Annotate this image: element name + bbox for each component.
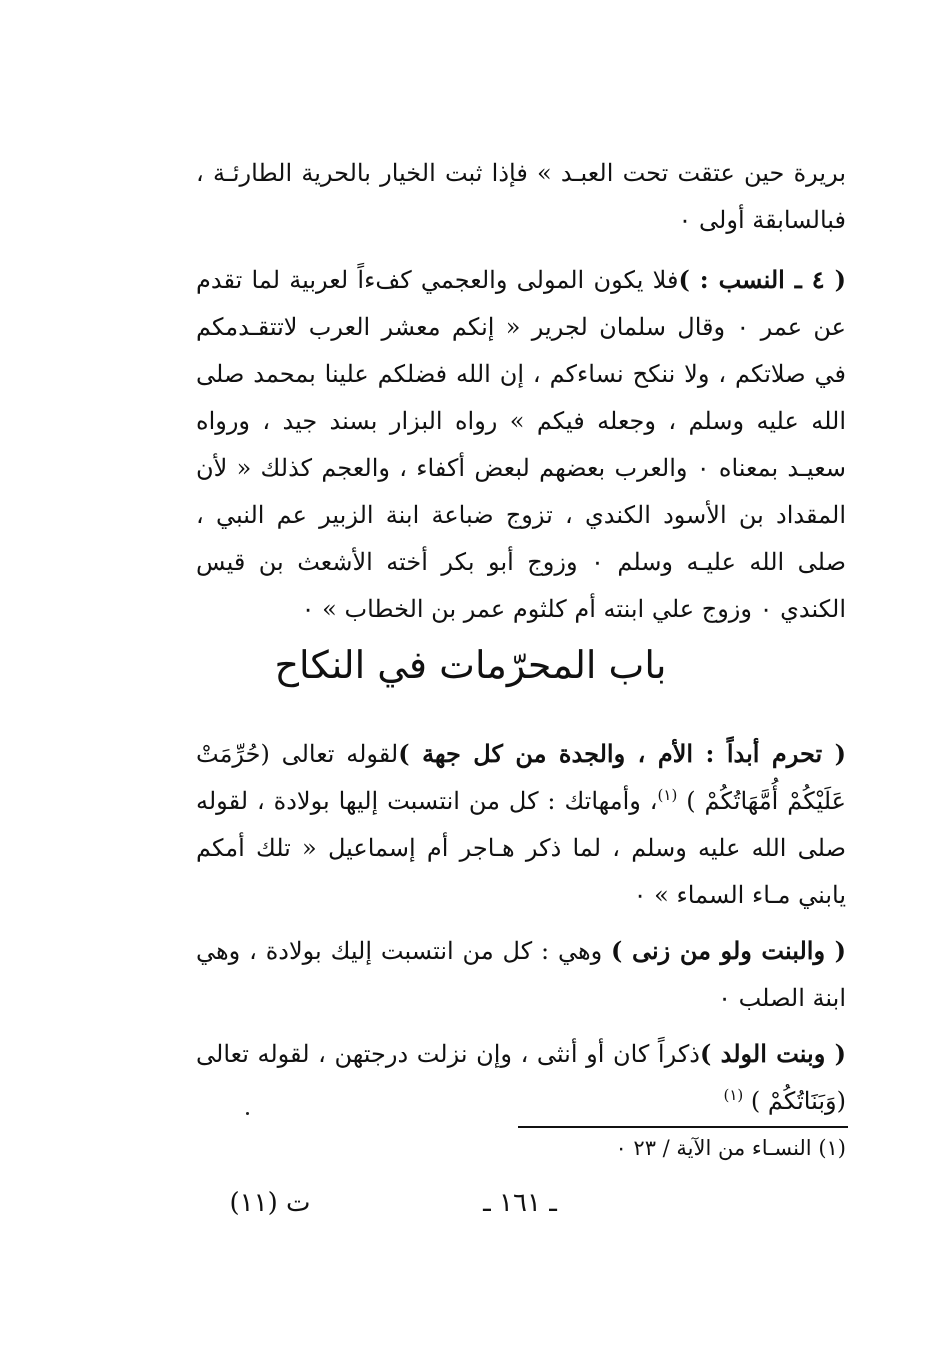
footnote-divider (518, 1126, 848, 1128)
section-heading: باب المحرّمات في النكاح (274, 643, 667, 687)
footnote-ref: (١) (723, 1086, 744, 1104)
paragraph-text-continued: ، وأمهاتك : كل من انتسبت إليها بولادة ، لقوله صلى الله عليه وسلم ، لما ذكر هـاجر أم إسماعيل « تلك أمكم يابني مـاء السماء » ٠ (196, 787, 846, 909)
paragraph-lead: ( والبنت ولو من زنى ) (611, 936, 846, 965)
paragraph-continuation (196, 150, 846, 244)
paragraph-mother (196, 730, 846, 919)
paragraph-text: لقوله تعالى (حُرِّمَتْ عَلَيْكُمْ أُمَّهَاتُكُمْ ) (196, 740, 846, 815)
bottom-text-block (196, 730, 846, 1125)
footnote-ref: (١) (657, 786, 678, 804)
paragraph-lineage (196, 256, 846, 633)
stray-mark (246, 1112, 249, 1115)
paragraph-text: بريرة حين عتقت تحت العبـد » فإذا ثبت الخيار بالحرية الطارئـة ، فبالسابقة أولى ٠ (196, 159, 846, 234)
paragraph-lead: ( ٤ ـ النسب : ) (678, 265, 846, 294)
top-text-block (196, 150, 846, 633)
paragraph-lead: ( تحرم أبداً : الأم ، والجدة من كل جهة ) (398, 739, 846, 768)
footnote: (١) النسـاء من الآية / ٢٣ ٠ (615, 1136, 846, 1160)
paragraph-text: وهي : كل من انتسبت إليك بولادة ، وهي ابنة الصلب ٠ (196, 937, 846, 1012)
paragraph-text: فلا يكون المولى والعجمي كفءاً لعربية لما تقدم عن عمر ٠ وقال سلمان لجرير « إنكم معشر العرب لاتتقـدمكم في صلاتكم ، ولا ننكح نساءكم ، إن الله فضلكم علينا بمحمد صلى الله عليه وسلم ، وجعله فيكم » رواه البزار بسند جيد ، ورواه سعيـد بمعناه ٠ والعرب بعضهم لبعض أكفاء ، والعجم كذلك « لأن المقداد بن الأسود الكندي ، تزوج ضباعة ابنة الزبير عم النبي ، صلى الله عليـه وسلم ٠ وزوج أبو بكر أخته الأشعث بن قيس الكندي ٠ وزوج علي ابنته أم كلثوم عمر بن الخطاب » ٠ (196, 266, 846, 623)
signature-mark: ت (١١) (229, 1188, 311, 1218)
page-number: ـ ١٦١ ـ (483, 1188, 557, 1218)
paragraph-lead: ( وبنت الولد ) (699, 1039, 846, 1068)
paragraph-text: ذكراً كان أو أنثى ، وإن نزلت درجتهن ، لقوله تعالى (وَبَنَاتُكُمْ ) (196, 1040, 846, 1115)
paragraph-daughter (196, 927, 846, 1022)
paragraph-granddaughter (196, 1030, 846, 1125)
